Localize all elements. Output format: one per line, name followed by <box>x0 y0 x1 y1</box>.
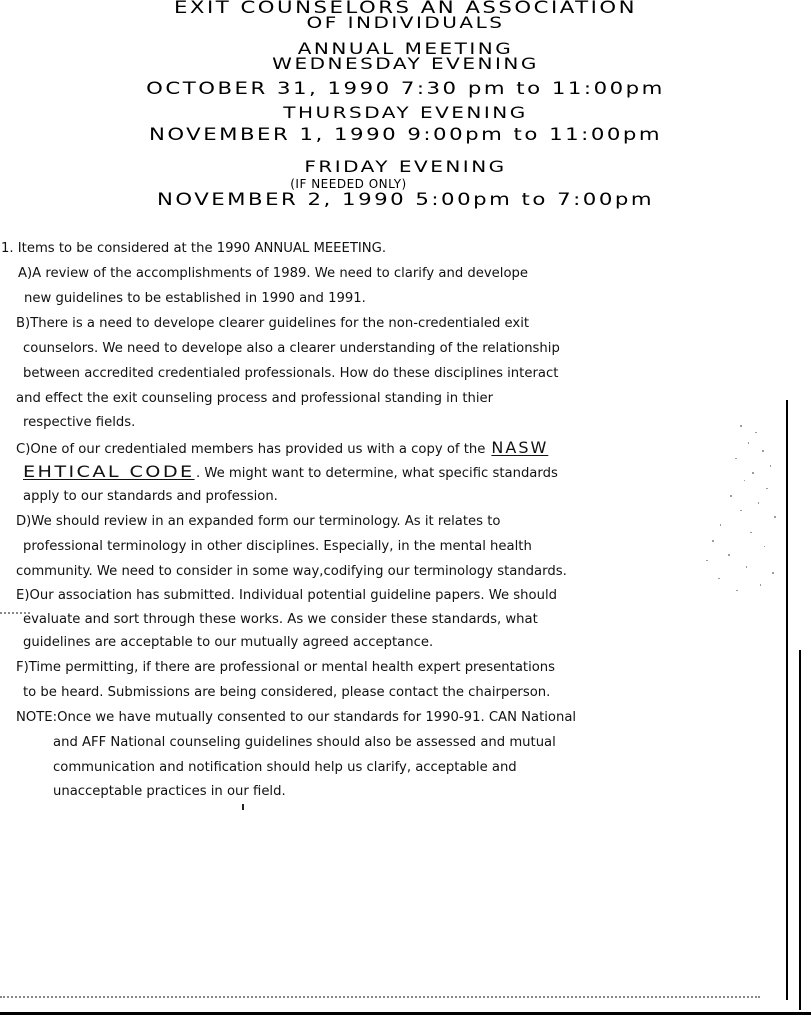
meeting-title: ANNUAL MEETING <box>297 39 514 58</box>
item-d-line1: D)We should review in an expanded form our terminology. As it relates to <box>16 514 501 529</box>
note-line2: and AFF National counseling guidelines should also be assessed and mutual <box>53 735 556 750</box>
item-e-line3: guidelines are acceptable to our mutually agreed acceptance. <box>23 635 434 650</box>
org-title-line1: EXIT COUNSELORS AN ASSOCIATION <box>173 0 638 18</box>
note-line1: NOTE:Once we have mutually consented to our standards for 1990-91. CAN National <box>16 710 577 725</box>
item-b-line4: and effect the exit counseling process and professional standing in thier <box>16 391 494 406</box>
item-a-line2: new guidelines to be established in 1990 and 1991. <box>24 291 366 306</box>
friday-heading: FRIDAY EVENING <box>304 157 507 176</box>
intro-line: 1. Items to be considered at the 1990 ANNUAL MEEETING. <box>1 241 387 256</box>
friday-note: (IF NEEDED ONLY) <box>290 177 407 191</box>
wednesday-date: OCTOBER 31, 1990 7:30 pm to 11:00pm <box>146 79 665 99</box>
right-edge-rule-outer <box>799 650 801 1010</box>
nasw-code-label: NASW <box>491 438 549 457</box>
item-c-text1: C)One of our credentialed members has provided us with a copy of the <box>16 442 486 457</box>
thursday-heading: THURSDAY EVENING <box>283 103 528 122</box>
note-line3: communication and notification should help us clarify, acceptable and <box>53 760 517 775</box>
item-c-line3: apply to our standards and profession. <box>23 489 278 504</box>
stray-mark <box>242 804 244 810</box>
item-b-line2: counselors. We need to develope also a clearer understanding of the relationship <box>23 341 560 356</box>
bottom-edge-rule <box>0 1012 811 1015</box>
item-a-line1: A)A review of the accomplishments of 1989. We need to clarify and develope <box>18 266 529 281</box>
scan-speckle-area <box>700 420 790 600</box>
thursday-date: NOVEMBER 1, 1990 9:00pm to 11:00pm <box>148 125 663 145</box>
item-c-line2 <box>23 464 558 480</box>
note-line4: unacceptable practices in our field. <box>53 784 286 799</box>
item-f-line1: F)Time permitting, if there are professional or mental health expert presentations <box>16 660 556 675</box>
ethical-code-label: EHTICAL CODE <box>23 462 195 481</box>
item-d-line2: professional terminology in other disciplines. Especially, in the mental health <box>23 539 532 554</box>
item-b-line5: respective fields. <box>23 415 136 430</box>
item-e-line2: evaluate and sort through these works. As we consider these standards, what <box>23 612 538 627</box>
item-f-line2: to be heard. Submissions are being considered, please contact the chairperson. <box>23 685 551 700</box>
item-e-line1: E)Our association has submitted. Individual potential guideline papers. We should <box>16 588 558 603</box>
item-c-line1 <box>16 440 548 456</box>
item-c-text2: . We might want to determine, what specific standards <box>195 466 558 481</box>
wednesday-heading: WEDNESDAY EVENING <box>272 54 539 73</box>
friday-date: NOVEMBER 2, 1990 5:00pm to 7:00pm <box>156 190 655 210</box>
item-d-line3: community. We need to consider in some way,codifying our terminology standards. <box>16 564 567 579</box>
item-b-line3: between accredited credentialed professionals. How do these disciplines interact <box>23 366 559 381</box>
bottom-scan-line <box>0 996 760 998</box>
org-title-line2: OF INDIVIDUALS <box>306 13 505 32</box>
left-margin-mark <box>0 612 30 614</box>
item-b-line1: B)There is a need to develope clearer guidelines for the non-credentialed exit <box>16 316 530 331</box>
